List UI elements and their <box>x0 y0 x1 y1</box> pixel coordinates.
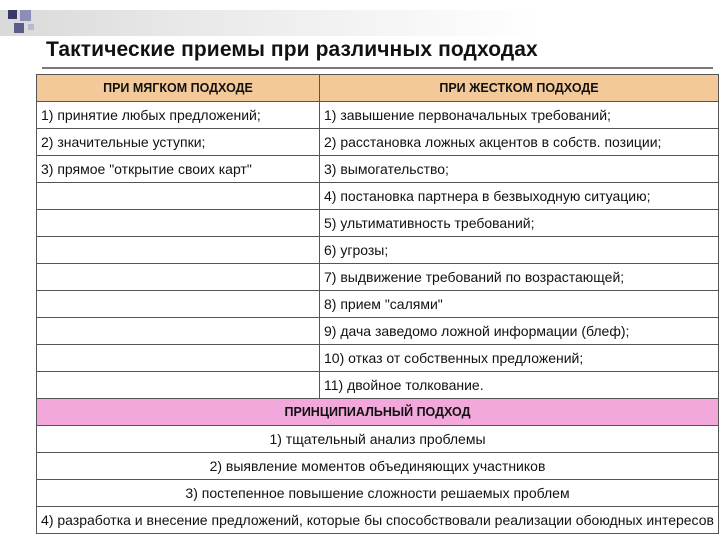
hard-approach-item: 5) ультимативность требований; <box>320 210 719 237</box>
table-row <box>37 210 719 237</box>
empty-cell <box>37 345 320 372</box>
table-row <box>37 345 719 372</box>
decorative-square <box>8 10 17 19</box>
empty-cell <box>37 183 320 210</box>
empty-cell <box>37 264 320 291</box>
table-row <box>37 291 719 318</box>
table-row <box>37 129 719 156</box>
hard-approach-item: 4) постановка партнера в безвыходную ситуацию; <box>320 183 719 210</box>
hard-approach-item: 11) двойное толкование. <box>320 372 719 399</box>
tactics-table <box>36 74 719 534</box>
principled-approach-item: 4) разработка и внесение предложений, которые бы способствовали реализации обоюдных интересов <box>37 507 719 534</box>
table-row <box>37 264 719 291</box>
hard-approach-item: 1) завышение первоначальных требований; <box>320 102 719 129</box>
principled-row <box>37 453 719 480</box>
hard-approach-item: 6) угрозы; <box>320 237 719 264</box>
principled-approach-item: 2) выявление моментов объединяющих участников <box>37 453 719 480</box>
principled-approach-item: 1) тщательный анализ проблемы <box>37 426 719 453</box>
hard-approach-item: 3) вымогательство; <box>320 156 719 183</box>
table-row <box>37 102 719 129</box>
decorative-square <box>28 24 34 30</box>
hard-approach-item: 9) дача заведомо ложной информации (блеф); <box>320 318 719 345</box>
soft-approach-item: 2) значительные уступки; <box>37 129 320 156</box>
principled-row <box>37 426 719 453</box>
principled-row <box>37 480 719 507</box>
table-row <box>37 156 719 183</box>
table-row <box>37 183 719 210</box>
empty-cell <box>37 291 320 318</box>
hard-approach-item: 8) прием "салями" <box>320 291 719 318</box>
page-title: Тактические приемы при различных подходах <box>46 38 538 61</box>
decorative-square <box>20 10 31 21</box>
table-row <box>37 318 719 345</box>
hard-approach-item: 10) отказ от собственных предложений; <box>320 345 719 372</box>
empty-cell <box>37 318 320 345</box>
soft-approach-header: ПРИ МЯГКОМ ПОДХОДЕ <box>37 75 320 102</box>
decorative-square <box>14 23 24 33</box>
table-row <box>37 372 719 399</box>
empty-cell <box>37 210 320 237</box>
title-divider <box>42 67 713 69</box>
hard-approach-item: 7) выдвижение требований по возрастающей; <box>320 264 719 291</box>
hard-approach-item: 2) расстановка ложных акцентов в собств. позиции; <box>320 129 719 156</box>
hard-approach-header: ПРИ ЖЕСТКОМ ПОДХОДЕ <box>320 75 719 102</box>
principled-approach-item: 3) постепенное повышение сложности решаемых проблем <box>37 480 719 507</box>
principled-header-row <box>37 399 719 426</box>
table-row <box>37 237 719 264</box>
principled-row <box>37 507 719 534</box>
principled-approach-header: ПРИНЦИПИАЛЬНЫЙ ПОДХОД <box>37 399 719 426</box>
header-row <box>37 75 719 102</box>
empty-cell <box>37 237 320 264</box>
soft-approach-item: 1) принятие любых предложений; <box>37 102 320 129</box>
decorative-header-bar <box>0 10 720 36</box>
empty-cell <box>37 372 320 399</box>
soft-approach-item: 3) прямое "открытие своих карт" <box>37 156 320 183</box>
